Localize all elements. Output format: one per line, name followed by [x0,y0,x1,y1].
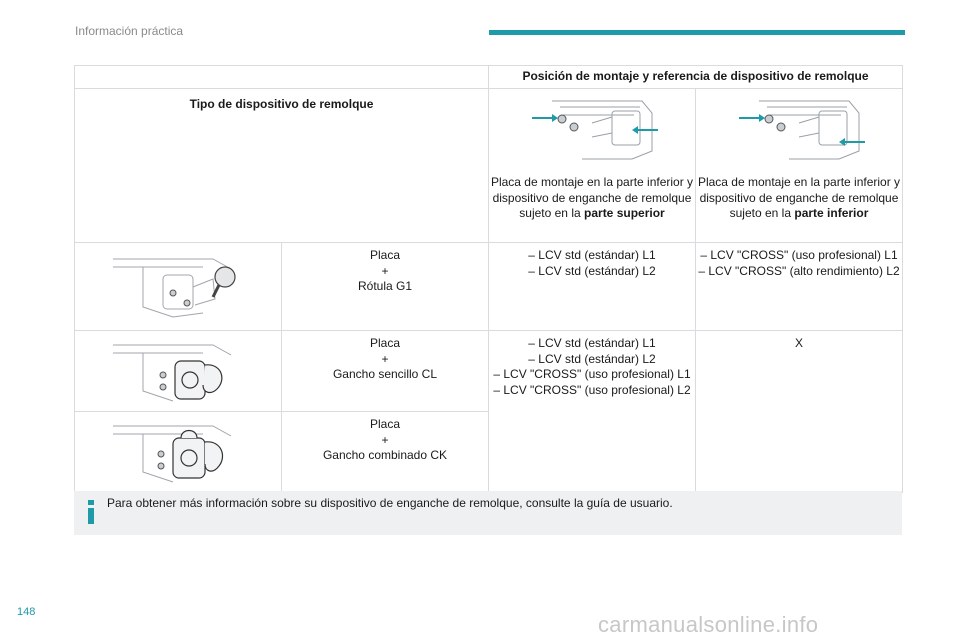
ball-hitch-illustration [103,247,253,322]
lower-option-bold: parte inferior [794,206,869,220]
type-name: Gancho combinado CK [322,448,448,462]
info-icon [85,500,97,524]
ball-hitch-image-cell [75,243,282,331]
towing-device-table [74,65,903,493]
upper-option-description: Placa de montaje en la parte inferior y dispositivo de enganche de remolque sujeto en la [490,175,694,220]
not-available-mark: X [795,336,804,350]
lower-option-text [696,163,902,222]
type-line: Placa [369,248,401,262]
type-name: Rótula G1 [357,279,413,293]
model-item: – LCV "CROSS" (uso profesional) L1 [700,248,898,262]
model-item: – LCV "CROSS" (uso profesional) L2 [493,382,691,397]
hooks-upper-merged [489,331,696,493]
combined-hook-image-cell [75,412,282,493]
type-header: Tipo de dispositivo de remolque [75,89,489,243]
lower-option-cell [696,89,903,243]
combined-hook-type [282,412,489,493]
model-item: – LCV std (estándar) L1 [528,336,656,350]
info-text: Para obtener más información sobre su dispositivo de enganche de remolque, consulte la guía de usuario. [107,496,673,510]
table-row [75,243,903,331]
page-number: 148 [17,606,36,618]
model-item: – LCV "CROSS" (uso profesional) L1 [493,367,691,381]
upper-option-cell [489,89,696,243]
table-row [75,331,903,412]
ball-hitch-upper [489,243,696,331]
lower-mount-illustration [729,93,869,163]
type-line: Placa [369,417,401,431]
model-item: – LCV std (estándar) L1 [528,248,656,262]
ball-hitch-lower [696,243,903,331]
type-line: Placa [369,336,401,350]
combined-hook-illustration [103,416,253,488]
type-name: Gancho sencillo CL [332,367,438,381]
model-item: – LCV std (estándar) L2 [528,263,656,278]
single-hook-illustration [103,335,253,407]
type-plus: + [381,432,389,447]
section-title: Información práctica [75,24,184,38]
upper-mount-illustration [522,93,662,163]
single-hook-image-cell [75,331,282,412]
ball-hitch-type [282,243,489,331]
hooks-lower-merged [696,331,903,493]
upper-option-text [489,163,695,222]
model-item: – LCV std (estándar) L2 [528,351,656,366]
lower-option-description: Placa de montaje en la parte inferior y dispositivo de enganche de remolque sujeto en la [697,175,901,220]
type-plus: + [381,263,389,278]
empty-header-cell [75,66,489,89]
type-plus: + [381,351,389,366]
table-header-row [75,66,903,89]
model-item: – LCV "CROSS" (alto rendimiento) L2 [698,263,900,278]
watermark: carmanualsonline.info [598,612,819,637]
position-header: Posición de montaje y referencia de dispositivo de remolque [489,66,903,89]
single-hook-type [282,331,489,412]
table-subheader-row [75,89,903,243]
upper-option-bold: parte superior [584,206,665,220]
header-accent-bar [489,30,905,35]
info-box [74,491,902,535]
